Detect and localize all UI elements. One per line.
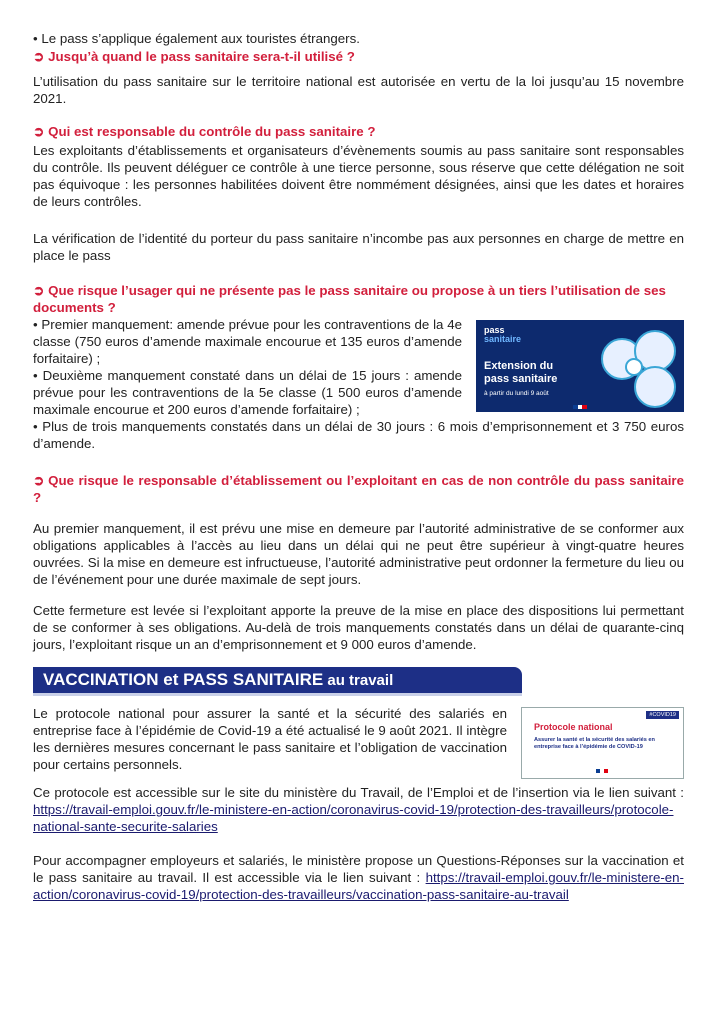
arrow-icon: ➲ — [33, 124, 45, 139]
link-intro-text: Pour accompagner employeurs et salariés, le ministère propose un Questions-Réponses sur la vaccination et le pass sanitaire au travail. Il est accessible via le lien suivant : — [33, 853, 684, 885]
intro-bullet: • Le pass s’applique également aux touristes étrangers. — [33, 31, 360, 46]
pass-sanitaire-image — [476, 320, 684, 412]
covid-tag: #COVID19 — [646, 711, 679, 719]
pass-brand — [484, 326, 521, 344]
answer-paragraph: Au premier manquement, il est prévu une mise en demeure par l’autorité administrative de se conformer aux obligations applicables à l’accès au lieu dans un délai qui ne peut être supérieur à vingt-quatre heures ouvrées. Si la mise en demeure est infructueuse, l’autorité administrative peut ordonner la fermeture du lieu ou de l’événement pour une durée maximale de sept jours. — [33, 521, 684, 587]
protocole-title: Protocole national — [534, 722, 613, 732]
brand-line: sanitaire — [484, 334, 522, 344]
question-title: Que risque l’usager qui ne présente pas le pass sanitaire ou propose à un tiers l’utilisation de ses documents ? — [33, 283, 666, 315]
answer-paragraph: L’utilisation du pass sanitaire sur le territoire national est autorisée en vertu de la loi jusqu’au 15 novembre 2021. — [33, 74, 684, 106]
section-title-tail: au travail — [323, 672, 394, 689]
list-item: • Deuxième manquement constaté dans un délai de 15 jours : amende prévue pour les contraventions de la 5e classe (1 500 euros d’amende maximale encourue et 200 euros d’amende forfaitaire) ; — [33, 368, 462, 417]
section-title — [43, 670, 393, 691]
arrow-icon: ➲ — [33, 49, 45, 64]
section-title-bold: VACCINATION et PASS SANITAIRE — [43, 670, 324, 689]
document-page — [33, 30, 684, 903]
list-item: • Plus de trois manquements constatés dans un délai de 30 jours : 6 mois d’emprisonnement et 3 750 euros d’amende. — [33, 419, 684, 451]
section-header-underline — [33, 693, 522, 696]
protocole-card — [521, 707, 684, 779]
question-heading — [33, 472, 684, 506]
arrow-icon: ➲ — [33, 283, 45, 298]
faq-link-paragraph — [33, 852, 684, 903]
answer-paragraph: La vérification de l’identité du porteur du pass sanitaire n’incombe pas aux personnes en charge de mettre en place le pass — [33, 231, 684, 263]
protocole-description: Assurer la santé et la sécurité des salariés en entreprise face à l’épidémie de COVID-19 — [534, 737, 655, 750]
question-heading — [33, 48, 684, 65]
faq-link[interactable]: https://travail-emploi.gouv.fr/le-ministere-en-action/coronavirus-covid-19/protection-des-travailleurs/vaccination-pass-sanitaire-au-travail — [33, 870, 684, 902]
protocol-link[interactable]: https://travail-emploi.gouv.fr/le-ministere-en-action/coronavirus-covid-19/protection-des-travailleurs/protocole-national-sante-securite-salaries — [33, 802, 674, 834]
protocol-paragraph: Le protocole national pour assurer la santé et la sécurité des salariés en entreprise face à l’épidémie de Covid-19 a été actualisé le 9 août 2021. Il intègre les dernières mesures concernant le pass sanitaire et l’obligation de vaccination pour certains personnels. — [33, 706, 507, 772]
french-flag-icon — [596, 769, 608, 773]
arrow-icon: ➲ — [33, 473, 45, 488]
pass-sanitaire-card — [476, 320, 684, 412]
pass-subtitle: à partir du lundi 9 août — [484, 390, 549, 397]
question-title: Que risque le responsable d’établissement ou l’exploitant en cas de non contrôle du pass sanitaire ? — [33, 473, 684, 505]
pass-title — [484, 360, 557, 386]
question-title: Qui est responsable du contrôle du pass sanitaire ? — [48, 124, 376, 139]
answer-paragraph: Cette fermeture est levée si l’exploitant apporte la preuve de la mise en place des dispositions lui permettant de se conformer à ses obligations. Au-delà de trois manquements constatés dans un délai de quarante-cinq jours, l’exploitant risque un an d’emprisonnement et 9 000 euros d’amende. — [33, 603, 684, 652]
brand-line: pass — [484, 325, 505, 335]
pass-title-line: pass sanitaire — [484, 373, 558, 385]
question-heading — [33, 123, 684, 140]
link-intro-text: Ce protocole est accessible sur le site du ministère du Travail, de l’Emploi et de l’insertion via le lien suivant : — [33, 785, 684, 800]
answer-paragraph: Les exploitants d’établissements et organisateurs d’évènements soumis au pass sanitaire sont responsables du contrôle. Ils peuvent déléguer ce contrôle à une tierce personne, sous réserve que cette délégation ne soit pas équivoque : les personnes habilitées doivent être nommément désignées, ainsi que les dates et horaires de leurs contrôles. — [33, 143, 684, 209]
protocole-national-image — [521, 707, 684, 779]
protocol-link-paragraph — [33, 784, 684, 835]
list-item: • Premier manquement: amende prévue pour les contraventions de la 4e classe (750 euros d’amende maximale encourue et 135 euros d’amende forfaitaire) ; — [33, 317, 462, 366]
question-heading — [33, 282, 684, 316]
center-bubble — [625, 358, 643, 376]
french-flag-icon — [573, 405, 587, 409]
question-title: Jusqu’à quand le pass sanitaire sera-t-il utilisé ? — [48, 49, 355, 64]
section-header — [33, 667, 684, 693]
pass-title-line: Extension du — [484, 360, 554, 372]
